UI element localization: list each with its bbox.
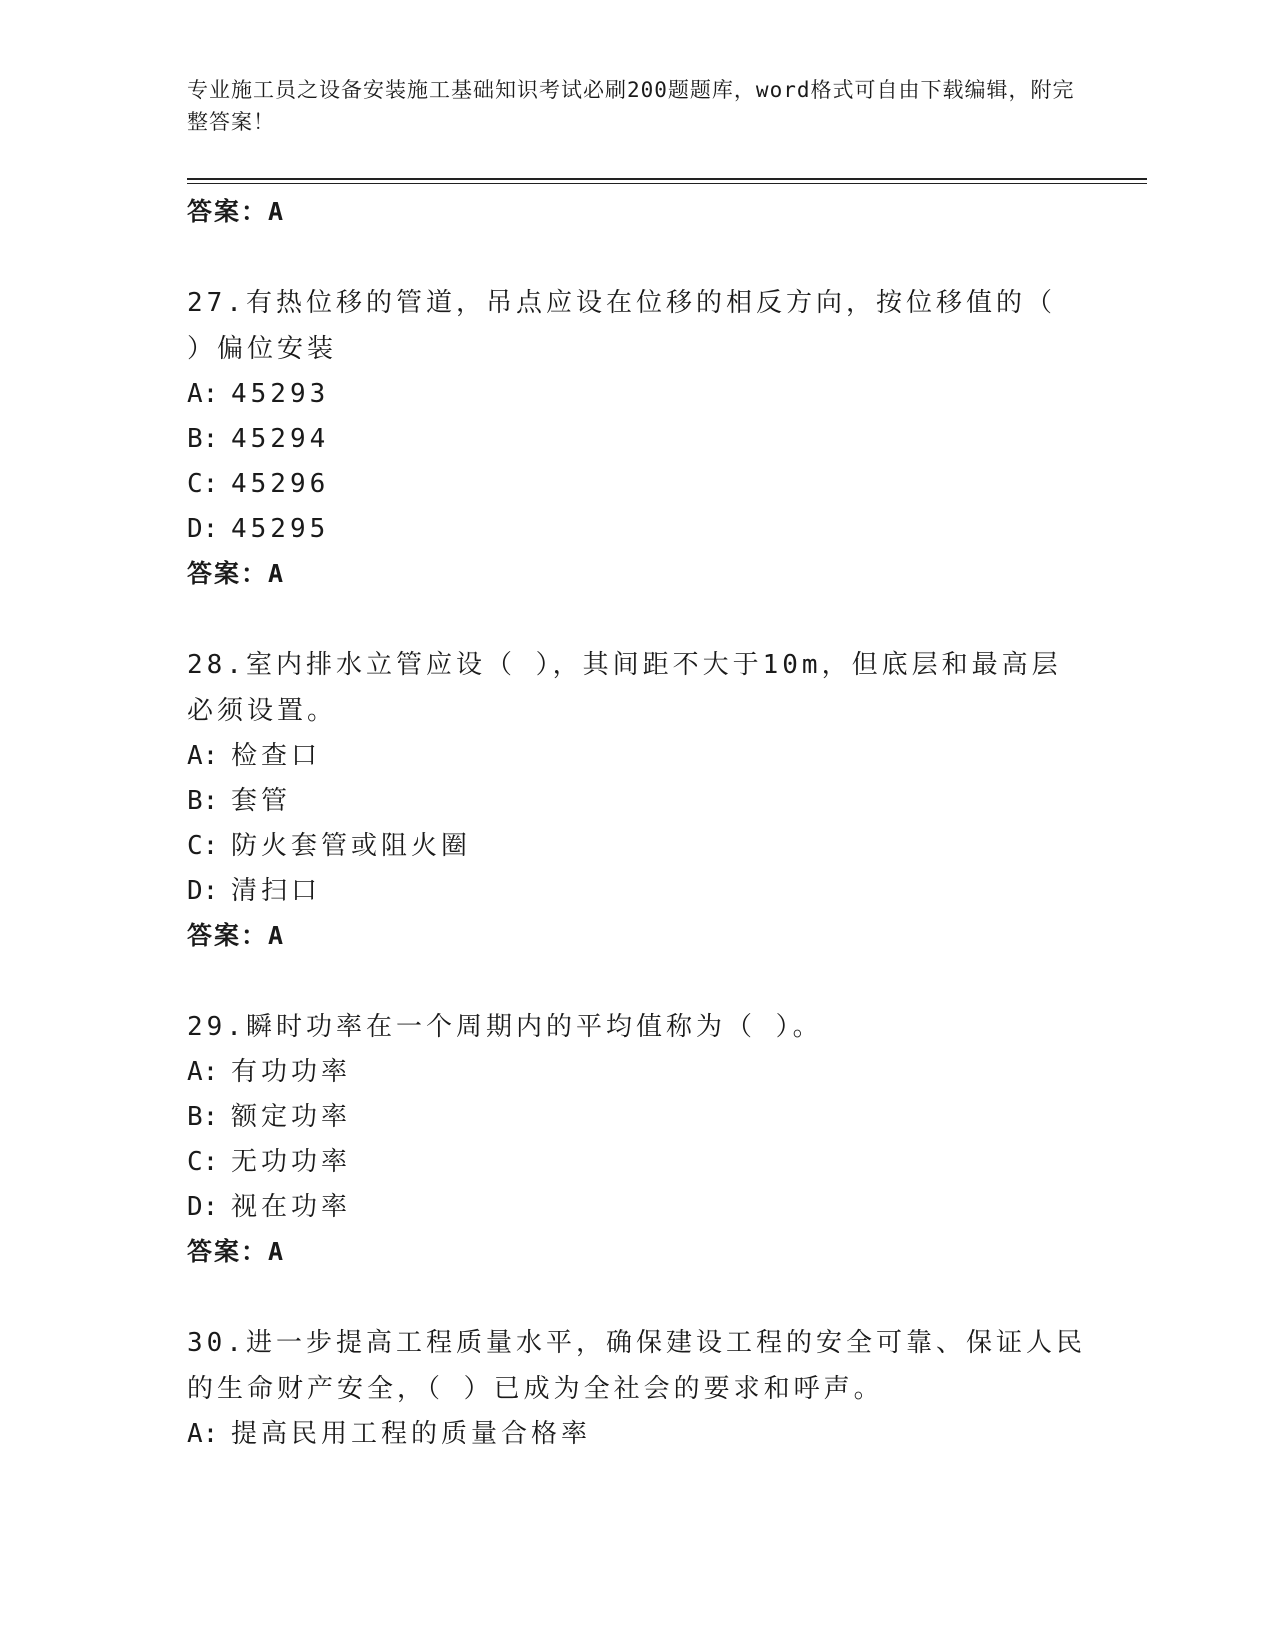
option-d: D: 视在功率 [187,1192,352,1222]
option-c: C: 无功功率 [187,1147,352,1177]
option-b: B: 45294 [187,424,330,454]
document-header: 专业施工员之设备安装施工基础知识考试必刷200题题库，word格式可自由下载编辑，附完整答案！ [187,78,1075,134]
question-27 [187,280,1147,596]
question-text: 28.室内排水立管应设（ ），其间距不大于10m，但底层和最高层必须设置。 [187,650,1062,726]
option-a: A: 有功功率 [187,1057,352,1087]
option-a: A: 45293 [187,379,330,409]
question-list [187,190,1147,1457]
question-30 [187,1320,1147,1457]
question-29 [187,1004,1147,1274]
answer-line: 答案：A [187,1237,286,1266]
option-a: A: 提高民用工程的质量合格率 [187,1419,592,1449]
option-c: C: 防火套管或阻火圈 [187,831,472,861]
header-rule-thick [187,178,1147,180]
question-text: 29.瞬时功率在一个周期内的平均值称为（ ）。 [187,1012,823,1042]
option-d: D: 45295 [187,514,330,544]
answer-line: 答案：A [187,197,286,226]
option-b: B: 套管 [187,786,292,816]
option-d: D: 清扫口 [187,876,322,906]
header-rule-thin [187,183,1147,184]
question-text: 30.进一步提高工程质量水平，确保建设工程的安全可靠、保证人民的生命财产安全，（ ）已成为全社会的要求和呼声。 [187,1328,1086,1404]
answer-line: 答案：A [187,921,286,950]
question-text: 27.有热位移的管道，吊点应设在位移的相反方向，按位移值的（ ）偏位安装 [187,288,1056,364]
option-b: B: 额定功率 [187,1102,352,1132]
answer-line: 答案：A [187,559,286,588]
question-28 [187,642,1147,958]
option-c: C: 45296 [187,469,330,499]
option-a: A: 检查口 [187,741,322,771]
